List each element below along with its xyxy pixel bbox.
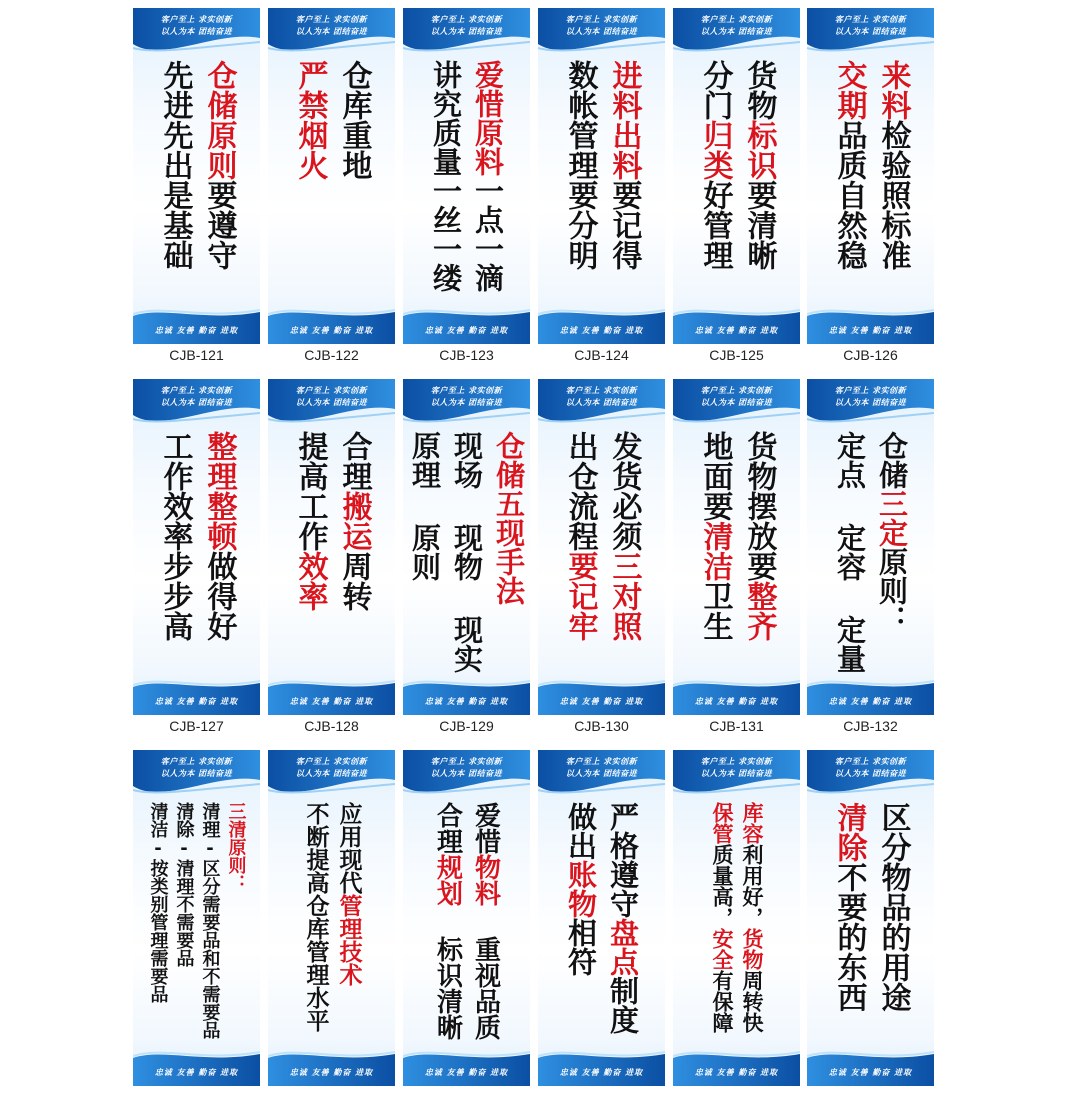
body-text: 不要的东西 xyxy=(831,862,867,1012)
banner-text-column xyxy=(492,431,526,605)
banner-text xyxy=(538,802,665,1042)
banner-text-column xyxy=(564,802,598,976)
banner[interactable] xyxy=(673,750,800,1086)
banner-text xyxy=(133,60,260,300)
body-text: 做得好 xyxy=(201,551,237,641)
highlight-text: 要记牢 xyxy=(562,551,598,641)
banner-text-column xyxy=(606,802,640,1034)
banner-text-column xyxy=(336,431,372,611)
header-slogan: 以人为本 团结奋进 xyxy=(160,769,233,778)
header-slogan: 客户至上 求实创新 xyxy=(295,757,368,766)
banner-text xyxy=(538,60,665,300)
banner-text xyxy=(403,802,530,1042)
banner-text xyxy=(673,802,800,1042)
header-slogan: 客户至上 求实创新 xyxy=(160,757,233,766)
banner-text xyxy=(673,431,800,671)
footer-slogan: 忠诚 友善 勤奋 进取 xyxy=(828,1068,913,1077)
body-text: 爱惜 xyxy=(470,802,501,854)
banner-text-column xyxy=(336,60,372,180)
header-slogan: 客户至上 求实创新 xyxy=(565,757,638,766)
header-slogan: 客户至上 求实创新 xyxy=(565,15,638,24)
highlight-text: 整齐 xyxy=(741,581,777,641)
header-slogan: 以人为本 团结奋进 xyxy=(565,398,638,407)
product-code: CJB-123 xyxy=(439,347,494,363)
banner-text xyxy=(133,802,260,1042)
highlight-text: 来料 xyxy=(875,60,911,120)
banner[interactable] xyxy=(538,379,665,715)
header-slogan: 客户至上 求实创新 xyxy=(160,386,233,395)
product-code: CJB-130 xyxy=(574,718,629,734)
header-slogan: 以人为本 团结奋进 xyxy=(834,27,907,36)
banner-text-column xyxy=(697,60,733,270)
banner[interactable] xyxy=(268,379,395,715)
footer-slogan: 忠诚 友善 勤奋 进取 xyxy=(694,1068,779,1077)
body-text: 一点一滴 xyxy=(471,176,505,292)
banner-text-column xyxy=(292,60,328,180)
banner-text-column xyxy=(149,802,167,1003)
banner-text-column xyxy=(833,431,867,673)
footer-slogan: 忠诚 友善 勤奋 进取 xyxy=(424,326,509,335)
header-slogan: 以人为本 团结奋进 xyxy=(160,27,233,36)
banner[interactable] xyxy=(403,8,530,344)
banner-text-column xyxy=(606,431,642,641)
body-text: 区分物品的用途 xyxy=(875,802,911,1012)
body-text: 发货必须 xyxy=(606,431,642,551)
banner-text-column xyxy=(831,60,867,270)
footer-slogan: 忠诚 友善 勤奋 进取 xyxy=(289,1068,374,1077)
footer-slogan: 忠诚 友善 勤奋 进取 xyxy=(289,326,374,335)
body-text: 周转 xyxy=(336,551,372,611)
banner-text-column xyxy=(875,60,911,270)
banner[interactable] xyxy=(538,8,665,344)
body-text: 分门 xyxy=(697,60,733,120)
body-text: 卫生 xyxy=(697,581,733,641)
body-text: 提高工作 xyxy=(292,431,328,551)
body-text: 清洁-按类别管理需要品 xyxy=(147,802,169,1003)
banner-row xyxy=(133,8,933,378)
highlight-text: 安全 xyxy=(710,928,734,970)
banner-text-column xyxy=(201,431,237,641)
footer-slogan: 忠诚 友善 勤奋 进取 xyxy=(694,697,779,706)
banner-text-column xyxy=(175,802,193,967)
body-text: 好管理 xyxy=(697,180,733,270)
highlight-text: 保管 xyxy=(710,802,734,844)
body-text: 重视品质 xyxy=(470,906,501,1040)
header-slogan: 客户至上 求实创新 xyxy=(700,386,773,395)
banner-text xyxy=(403,60,530,300)
header-slogan: 客户至上 求实创新 xyxy=(430,386,503,395)
footer-slogan: 忠诚 友善 勤奋 进取 xyxy=(424,1068,509,1077)
header-slogan: 以人为本 团结奋进 xyxy=(565,27,638,36)
banner-text xyxy=(268,802,395,1042)
highlight-text: 库容 xyxy=(740,802,764,844)
header-slogan: 客户至上 求实创新 xyxy=(834,386,907,395)
highlight-text: 管理技术 xyxy=(335,894,362,986)
banner-text-column xyxy=(304,802,327,1032)
highlight-text: 仓储五现手法 xyxy=(492,431,526,605)
body-text: 要遵守 xyxy=(201,180,237,270)
highlight-text: 严禁烟火 xyxy=(292,60,328,180)
banner-text-column xyxy=(741,802,762,1033)
banner-text-column xyxy=(432,802,463,1040)
product-code: CJB-132 xyxy=(843,718,898,734)
banner-text-column xyxy=(471,60,505,292)
body-text: 数帐管理要分明 xyxy=(562,60,598,270)
body-text: 制度 xyxy=(606,976,640,1034)
banner-text-column xyxy=(741,60,777,270)
footer-slogan: 忠诚 友善 勤奋 进取 xyxy=(828,697,913,706)
highlight-text: 效率 xyxy=(292,551,328,611)
banner-text-column xyxy=(157,431,193,641)
header-slogan: 客户至上 求实创新 xyxy=(430,15,503,24)
banner-text-column xyxy=(201,60,237,270)
banner-text xyxy=(673,60,800,300)
footer-slogan: 忠诚 友善 勤奋 进取 xyxy=(559,326,644,335)
body-text: 仓储 xyxy=(875,431,909,489)
footer-slogan: 忠诚 友善 勤奋 进取 xyxy=(154,1068,239,1077)
banner-text-column xyxy=(450,431,484,673)
header-slogan: 客户至上 求实创新 xyxy=(834,757,907,766)
banner[interactable] xyxy=(673,379,800,715)
body-text: 原则： xyxy=(875,547,909,634)
body-text: 清理-区分需要品和不需要品 xyxy=(199,802,221,1039)
highlight-text: 盘点 xyxy=(606,918,640,976)
body-text: 不断提高仓库管理水平 xyxy=(302,802,329,1032)
banner-text xyxy=(268,60,395,300)
highlight-text: 标识 xyxy=(741,120,777,180)
footer-slogan: 忠诚 友善 勤奋 进取 xyxy=(828,326,913,335)
product-code: CJB-126 xyxy=(843,347,898,363)
highlight-text: 进料出料 xyxy=(606,60,642,180)
highlight-text: 三对照 xyxy=(606,551,642,641)
footer-slogan: 忠诚 友善 勤奋 进取 xyxy=(424,697,509,706)
banner-text-column xyxy=(470,802,501,1040)
body-text: 先进先出是基础 xyxy=(157,60,193,270)
banner-text-column xyxy=(741,431,777,641)
highlight-text: 清洁 xyxy=(697,521,733,581)
banner[interactable] xyxy=(807,750,934,1086)
header-slogan: 客户至上 求实创新 xyxy=(295,15,368,24)
banner[interactable] xyxy=(268,8,395,344)
body-text: 货物 xyxy=(741,60,777,120)
body-text: 标识清晰 xyxy=(432,906,463,1040)
header-slogan: 以人为本 团结奋进 xyxy=(565,769,638,778)
product-code: CJB-124 xyxy=(574,347,629,363)
header-slogan: 客户至上 求实创新 xyxy=(430,757,503,766)
header-slogan: 以人为本 团结奋进 xyxy=(430,27,503,36)
highlight-text: 交期 xyxy=(831,60,867,120)
footer-slogan: 忠诚 友善 勤奋 进取 xyxy=(154,326,239,335)
highlight-text: 爱惜原料 xyxy=(471,60,505,176)
body-text: 讲究质量一丝一缕 xyxy=(429,60,463,292)
banner-text-column xyxy=(562,431,598,641)
footer-slogan: 忠诚 友善 勤奋 进取 xyxy=(559,697,644,706)
banner-text-column xyxy=(875,802,911,1012)
highlight-text: 货物 xyxy=(740,928,764,970)
banner-text-column xyxy=(831,802,867,1012)
banner-text-column xyxy=(562,60,598,270)
banner[interactable] xyxy=(133,750,260,1086)
product-code: CJB-125 xyxy=(709,347,764,363)
highlight-text: 三定 xyxy=(875,489,909,547)
banner[interactable] xyxy=(673,8,800,344)
banner[interactable] xyxy=(403,379,530,715)
header-slogan: 客户至上 求实创新 xyxy=(160,15,233,24)
product-code: CJB-127 xyxy=(169,718,224,734)
footer-slogan: 忠诚 友善 勤奋 进取 xyxy=(559,1068,644,1077)
header-slogan: 客户至上 求实创新 xyxy=(834,15,907,24)
banner-text-column xyxy=(157,60,193,270)
header-slogan: 客户至上 求实创新 xyxy=(565,386,638,395)
banner[interactable] xyxy=(807,379,934,715)
body-text: 合理 xyxy=(336,431,372,491)
banner-row xyxy=(133,750,933,1120)
banner-text-column xyxy=(408,431,442,581)
banner-text xyxy=(807,60,934,300)
header-slogan: 以人为本 团结奋进 xyxy=(700,27,773,36)
body-text: 仓库重地 xyxy=(336,60,372,180)
footer-slogan: 忠诚 友善 勤奋 进取 xyxy=(694,326,779,335)
header-slogan: 以人为本 团结奋进 xyxy=(700,769,773,778)
highlight-text: 物料 xyxy=(470,854,501,906)
banner[interactable] xyxy=(538,750,665,1086)
footer-slogan: 忠诚 友善 勤奋 进取 xyxy=(289,697,374,706)
body-text: 利用好， xyxy=(740,844,764,928)
body-text: 质量高， xyxy=(710,844,734,928)
banner[interactable] xyxy=(133,379,260,715)
highlight-text: 整理整顿 xyxy=(201,431,237,551)
header-slogan: 以人为本 团结奋进 xyxy=(834,398,907,407)
header-slogan: 以人为本 团结奋进 xyxy=(295,27,368,36)
banner-text-column xyxy=(201,802,219,1039)
body-text: 货物摆放要 xyxy=(741,431,777,581)
body-text: 地面要 xyxy=(697,431,733,521)
product-code: CJB-129 xyxy=(439,718,494,734)
highlight-text: 搬运 xyxy=(336,491,372,551)
body-text: 周转快 xyxy=(740,970,764,1033)
highlight-text: 规划 xyxy=(432,854,463,906)
header-slogan: 以人为本 团结奋进 xyxy=(295,398,368,407)
header-slogan: 客户至上 求实创新 xyxy=(700,15,773,24)
header-slogan: 以人为本 团结奋进 xyxy=(430,398,503,407)
banner-text xyxy=(807,802,934,1042)
banner-text-column xyxy=(227,802,245,892)
banner[interactable] xyxy=(807,8,934,344)
body-text: 相符 xyxy=(564,918,598,976)
banner[interactable] xyxy=(403,750,530,1086)
banner-text-column xyxy=(292,431,328,611)
body-text: 工作效率步步高 xyxy=(157,431,193,641)
highlight-text: 账物 xyxy=(564,860,598,918)
banner[interactable] xyxy=(133,8,260,344)
banner-text-column xyxy=(875,431,909,634)
highlight-text: 归类 xyxy=(697,120,733,180)
body-text: 品质自然稳 xyxy=(831,120,867,270)
body-text: 合理 xyxy=(432,802,463,854)
highlight-text: 仓储原则 xyxy=(201,60,237,180)
body-text: 定点 定容 定量 xyxy=(833,431,867,673)
body-text: 检验照标准 xyxy=(875,120,911,270)
body-text: 做出 xyxy=(564,802,598,860)
product-code: CJB-121 xyxy=(169,347,224,363)
banner-text xyxy=(403,431,530,671)
product-code: CJB-128 xyxy=(304,718,359,734)
body-text: 原理 原则 xyxy=(408,431,442,581)
banner-text xyxy=(807,431,934,671)
banner-text-column xyxy=(429,60,463,292)
banner-text-column xyxy=(337,802,360,986)
banner-row xyxy=(133,379,933,749)
body-text: 应用现代 xyxy=(335,802,362,894)
header-slogan: 以人为本 团结奋进 xyxy=(834,769,907,778)
body-text: 要记得 xyxy=(606,180,642,270)
body-text: 清除-清理不需要品 xyxy=(173,802,195,967)
header-slogan: 客户至上 求实创新 xyxy=(295,386,368,395)
header-slogan: 以人为本 团结奋进 xyxy=(160,398,233,407)
banner-text-column xyxy=(606,60,642,270)
banner-grid xyxy=(133,8,933,1077)
banner-text-column xyxy=(711,802,732,1033)
banner[interactable] xyxy=(268,750,395,1086)
product-code: CJB-131 xyxy=(709,718,764,734)
footer-slogan: 忠诚 友善 勤奋 进取 xyxy=(154,697,239,706)
body-text: 严格遵守 xyxy=(606,802,640,918)
banner-text xyxy=(538,431,665,671)
banner-text xyxy=(133,431,260,671)
highlight-text: 三清原则： xyxy=(225,802,247,892)
header-slogan: 以人为本 团结奋进 xyxy=(430,769,503,778)
header-slogan: 客户至上 求实创新 xyxy=(700,757,773,766)
body-text: 出仓流程 xyxy=(562,431,598,551)
header-slogan: 以人为本 团结奋进 xyxy=(295,769,368,778)
body-text: 现场 现物 现实 xyxy=(450,431,484,673)
product-code: CJB-122 xyxy=(304,347,359,363)
highlight-text: 清除 xyxy=(831,802,867,862)
banner-text xyxy=(268,431,395,671)
banner-text-column xyxy=(697,431,733,641)
header-slogan: 以人为本 团结奋进 xyxy=(700,398,773,407)
body-text: 要清晰 xyxy=(741,180,777,270)
body-text: 有保障 xyxy=(710,970,734,1033)
